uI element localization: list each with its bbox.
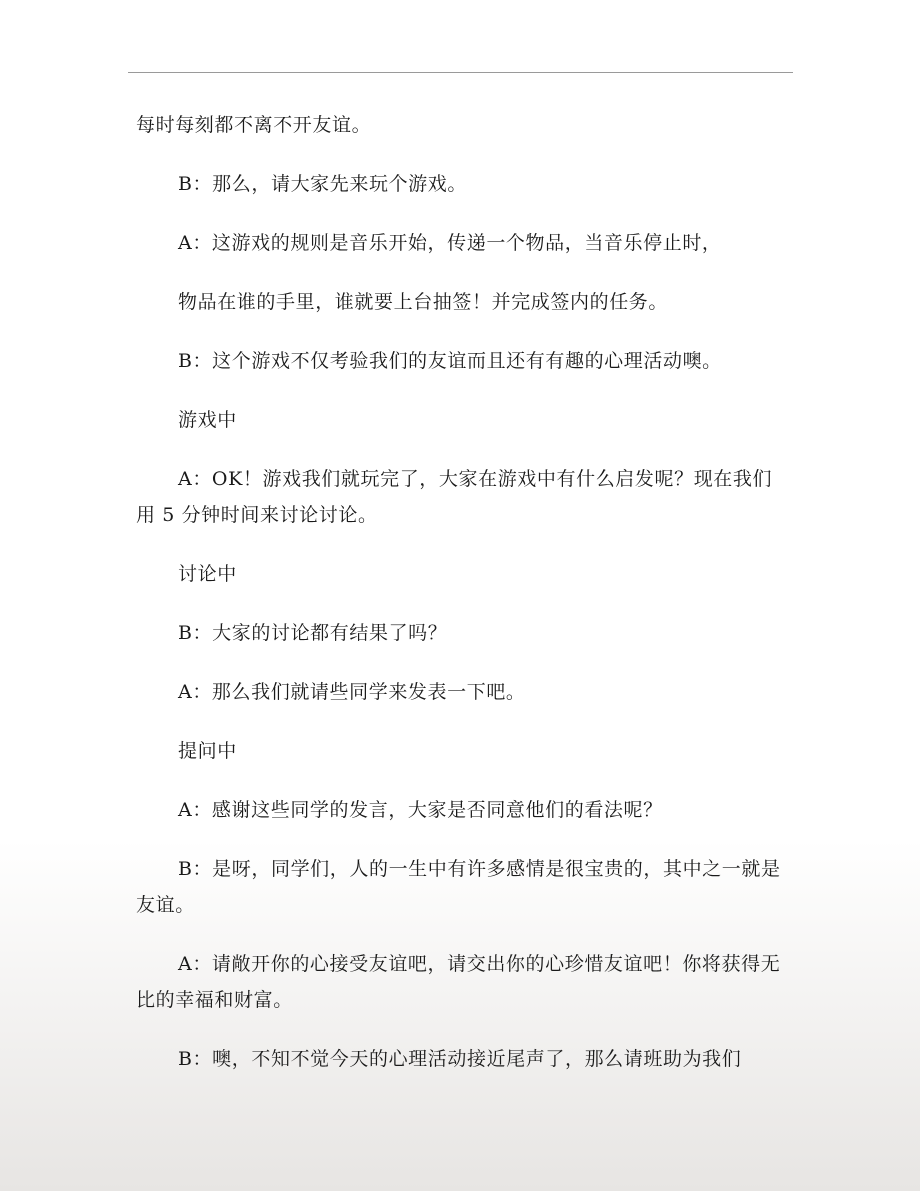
paragraph: B：噢，不知不觉今天的心理活动接近尾声了，那么请班助为我们 <box>178 1048 742 1070</box>
paragraph: A：这游戏的规则是音乐开始，传递一个物品，当音乐停止时， <box>178 232 722 254</box>
section-marker: 讨论中 <box>178 563 237 585</box>
paragraph: A：请敞开你的心接受友谊吧，请交出你的心珍惜友谊吧！你将获得无比的幸福和财富。 <box>136 953 781 1011</box>
section-marker: 游戏中 <box>178 409 237 431</box>
paragraph: A：感谢这些同学的发言，大家是否同意他们的看法呢？ <box>178 799 663 821</box>
paragraph: 每时每刻都不离不开友谊。 <box>136 114 372 136</box>
paragraph: B：那么，请大家先来玩个游戏。 <box>178 173 467 195</box>
header-rule <box>128 72 793 73</box>
paragraph: A：OK！游戏我们就玩完了，大家在游戏中有什么启发呢？现在我们用 5 分钟时间来讨论讨论。 <box>136 468 773 526</box>
paragraph: B：这个游戏不仅考验我们的友谊而且还有有趣的心理活动噢。 <box>178 350 722 372</box>
document-body <box>136 107 786 1100</box>
section-marker: 提问中 <box>178 740 237 762</box>
paragraph: A：那么我们就请些同学来发表一下吧。 <box>178 681 526 703</box>
paragraph: B：是呀，同学们，人的一生中有许多感情是很宝贵的，其中之一就是友谊。 <box>136 858 781 916</box>
paragraph: 物品在谁的手里，谁就要上台抽签！并完成签内的任务。 <box>178 291 669 313</box>
paragraph: B：大家的讨论都有结果了吗？ <box>178 622 448 644</box>
